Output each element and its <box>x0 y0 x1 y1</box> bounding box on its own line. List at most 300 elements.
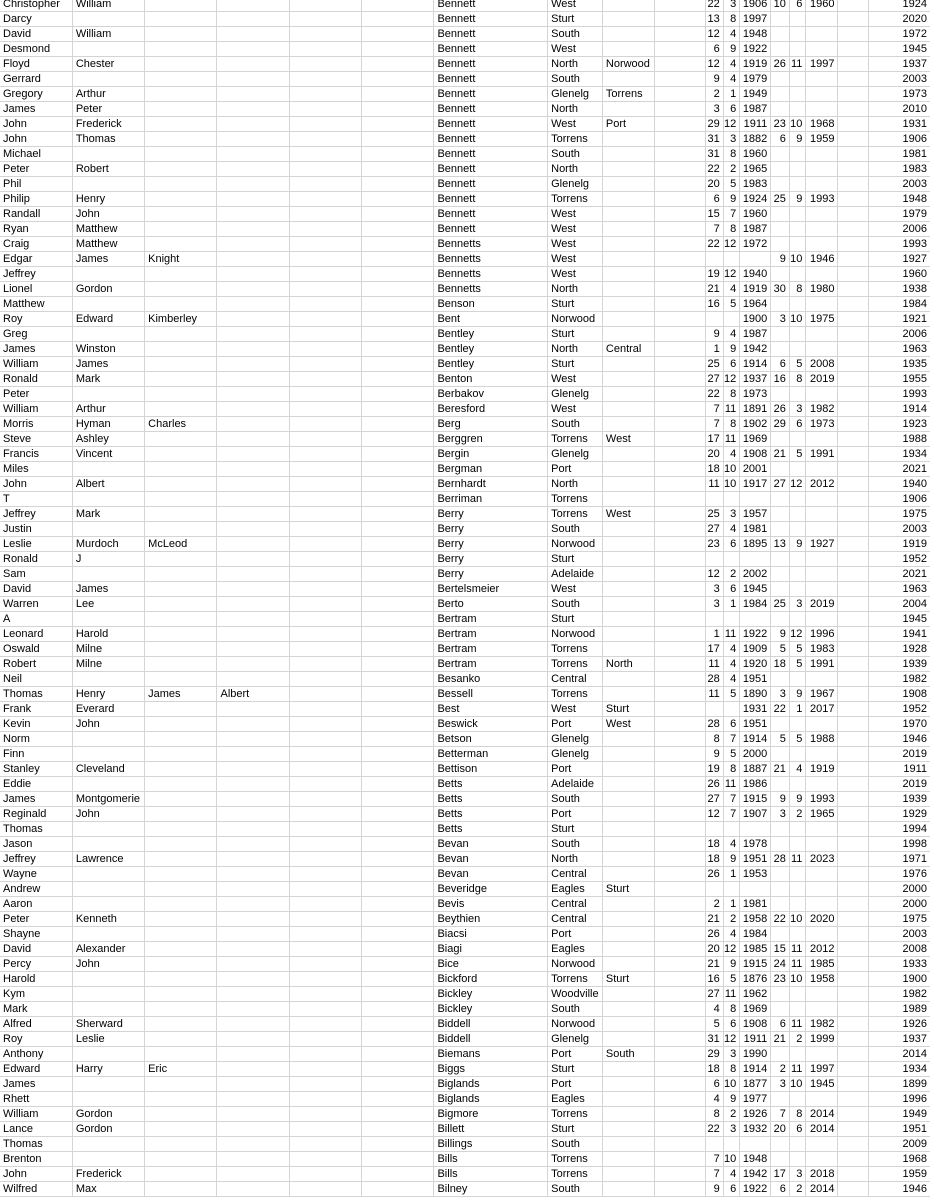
grid-cell[interactable]: 1932 <box>740 1122 771 1137</box>
grid-cell[interactable] <box>806 522 838 537</box>
grid-cell[interactable] <box>771 162 790 177</box>
grid-cell[interactable]: 6 <box>723 1182 740 1197</box>
grid-cell[interactable]: 1922 <box>740 1182 771 1197</box>
grid-cell[interactable] <box>362 387 434 402</box>
grid-cell[interactable] <box>602 777 654 792</box>
grid-cell[interactable] <box>289 927 361 942</box>
grid-cell[interactable] <box>289 837 361 852</box>
grid-cell[interactable] <box>654 207 706 222</box>
grid-cell[interactable]: Roy <box>0 312 72 327</box>
grid-cell[interactable] <box>217 882 289 897</box>
grid-cell[interactable] <box>145 267 217 282</box>
grid-cell[interactable]: 8 <box>723 147 740 162</box>
grid-cell[interactable] <box>362 732 434 747</box>
grid-cell[interactable] <box>362 117 434 132</box>
grid-cell[interactable]: Lionel <box>0 282 72 297</box>
grid-cell[interactable] <box>145 642 217 657</box>
grid-cell[interactable] <box>806 612 838 627</box>
grid-cell[interactable] <box>217 972 289 987</box>
grid-cell[interactable] <box>654 672 706 687</box>
grid-cell[interactable]: 1980 <box>806 282 838 297</box>
grid-cell[interactable]: Warren <box>0 597 72 612</box>
grid-cell[interactable]: 5 <box>771 642 790 657</box>
grid-cell[interactable] <box>838 1047 869 1062</box>
grid-cell[interactable] <box>362 27 434 42</box>
grid-cell[interactable]: 31 <box>706 1032 724 1047</box>
grid-cell[interactable] <box>145 552 217 567</box>
grid-cell[interactable] <box>838 477 869 492</box>
grid-cell[interactable] <box>838 1137 869 1152</box>
grid-cell[interactable] <box>602 552 654 567</box>
grid-cell[interactable] <box>145 72 217 87</box>
grid-cell[interactable]: William <box>0 1107 72 1122</box>
grid-cell[interactable] <box>145 447 217 462</box>
grid-cell[interactable] <box>145 927 217 942</box>
grid-cell[interactable]: Beythien <box>434 912 548 927</box>
grid-cell[interactable] <box>72 327 144 342</box>
grid-cell[interactable] <box>289 792 361 807</box>
grid-cell[interactable]: 18 <box>771 657 790 672</box>
grid-cell[interactable] <box>838 1152 869 1167</box>
grid-cell[interactable]: 4 <box>723 927 740 942</box>
grid-cell[interactable]: 1900 <box>869 972 930 987</box>
grid-cell[interactable]: 1946 <box>869 1182 930 1197</box>
grid-cell[interactable]: 1972 <box>740 237 771 252</box>
grid-cell[interactable] <box>654 432 706 447</box>
grid-cell[interactable] <box>789 327 806 342</box>
grid-cell[interactable]: 11 <box>723 627 740 642</box>
grid-cell[interactable] <box>838 267 869 282</box>
grid-cell[interactable]: Norwood <box>602 57 654 72</box>
grid-cell[interactable]: 1906 <box>869 492 930 507</box>
grid-cell[interactable] <box>723 1137 740 1152</box>
grid-cell[interactable]: Torrens <box>548 507 603 522</box>
grid-cell[interactable]: 7 <box>723 732 740 747</box>
grid-cell[interactable]: 6 <box>771 1182 790 1197</box>
grid-cell[interactable] <box>723 252 740 267</box>
grid-cell[interactable] <box>289 147 361 162</box>
grid-cell[interactable]: Kevin <box>0 717 72 732</box>
grid-cell[interactable] <box>771 1047 790 1062</box>
grid-cell[interactable] <box>289 237 361 252</box>
grid-cell[interactable]: 2019 <box>869 747 930 762</box>
grid-cell[interactable]: 1908 <box>740 1017 771 1032</box>
grid-cell[interactable] <box>289 1092 361 1107</box>
grid-cell[interactable]: 1940 <box>740 267 771 282</box>
grid-cell[interactable] <box>289 117 361 132</box>
grid-cell[interactable]: Sturt <box>548 297 603 312</box>
grid-cell[interactable]: West <box>548 207 603 222</box>
grid-cell[interactable] <box>654 1152 706 1167</box>
grid-cell[interactable] <box>362 972 434 987</box>
grid-cell[interactable]: North <box>602 657 654 672</box>
grid-cell[interactable] <box>289 597 361 612</box>
grid-cell[interactable]: West <box>548 372 603 387</box>
grid-cell[interactable]: 4 <box>723 447 740 462</box>
grid-cell[interactable]: 6 <box>723 357 740 372</box>
grid-cell[interactable]: 2009 <box>869 1137 930 1152</box>
grid-cell[interactable] <box>654 522 706 537</box>
grid-cell[interactable]: Sturt <box>602 972 654 987</box>
grid-cell[interactable]: Bevan <box>434 837 548 852</box>
grid-cell[interactable] <box>654 1017 706 1032</box>
grid-cell[interactable]: Bennetts <box>434 237 548 252</box>
grid-cell[interactable] <box>789 822 806 837</box>
grid-cell[interactable]: Thomas <box>0 687 72 702</box>
grid-cell[interactable]: South <box>548 27 603 42</box>
grid-cell[interactable] <box>217 792 289 807</box>
grid-cell[interactable] <box>771 342 790 357</box>
grid-cell[interactable]: Torrens <box>548 132 603 147</box>
grid-cell[interactable] <box>806 582 838 597</box>
grid-cell[interactable]: 4 <box>723 522 740 537</box>
grid-cell[interactable] <box>838 57 869 72</box>
grid-cell[interactable] <box>654 867 706 882</box>
grid-cell[interactable] <box>602 282 654 297</box>
grid-cell[interactable] <box>362 1047 434 1062</box>
grid-cell[interactable]: 11 <box>706 657 724 672</box>
grid-cell[interactable]: Gordon <box>72 1122 144 1137</box>
grid-cell[interactable]: Biddell <box>434 1032 548 1047</box>
grid-cell[interactable]: Greg <box>0 327 72 342</box>
grid-cell[interactable]: 12 <box>789 627 806 642</box>
grid-cell[interactable] <box>289 492 361 507</box>
grid-cell[interactable]: 1973 <box>806 417 838 432</box>
grid-cell[interactable]: 6 <box>723 102 740 117</box>
grid-cell[interactable] <box>602 522 654 537</box>
grid-cell[interactable] <box>217 1152 289 1167</box>
grid-cell[interactable] <box>289 702 361 717</box>
grid-cell[interactable]: Gregory <box>0 87 72 102</box>
grid-cell[interactable]: West <box>548 252 603 267</box>
grid-cell[interactable]: 1914 <box>740 732 771 747</box>
grid-cell[interactable] <box>789 1047 806 1062</box>
grid-cell[interactable]: 5 <box>723 972 740 987</box>
grid-cell[interactable]: Eagles <box>548 882 603 897</box>
grid-cell[interactable]: Eric <box>145 1062 217 1077</box>
grid-cell[interactable] <box>654 357 706 372</box>
grid-cell[interactable] <box>654 222 706 237</box>
grid-cell[interactable] <box>145 1122 217 1137</box>
grid-cell[interactable] <box>217 852 289 867</box>
grid-cell[interactable] <box>217 1167 289 1182</box>
grid-cell[interactable]: 1919 <box>740 282 771 297</box>
grid-cell[interactable] <box>145 867 217 882</box>
grid-cell[interactable]: Berriman <box>434 492 548 507</box>
grid-cell[interactable] <box>602 357 654 372</box>
grid-cell[interactable] <box>706 492 724 507</box>
grid-cell[interactable]: 4 <box>706 1092 724 1107</box>
grid-cell[interactable] <box>217 447 289 462</box>
grid-cell[interactable]: Miles <box>0 462 72 477</box>
grid-cell[interactable]: Bennett <box>434 12 548 27</box>
grid-cell[interactable]: John <box>0 477 72 492</box>
grid-cell[interactable]: 2001 <box>740 462 771 477</box>
grid-cell[interactable] <box>838 417 869 432</box>
grid-cell[interactable]: Central <box>548 867 603 882</box>
grid-cell[interactable]: 12 <box>789 477 806 492</box>
grid-cell[interactable] <box>771 177 790 192</box>
grid-cell[interactable]: 1 <box>789 702 806 717</box>
grid-cell[interactable]: 2002 <box>740 567 771 582</box>
grid-cell[interactable]: Glenelg <box>548 447 603 462</box>
grid-cell[interactable]: 1993 <box>806 192 838 207</box>
grid-cell[interactable]: 7 <box>723 807 740 822</box>
grid-cell[interactable] <box>602 237 654 252</box>
grid-cell[interactable] <box>806 267 838 282</box>
grid-cell[interactable] <box>706 252 724 267</box>
grid-cell[interactable]: 2017 <box>806 702 838 717</box>
grid-cell[interactable]: 1939 <box>869 792 930 807</box>
grid-cell[interactable]: Sturt <box>548 552 603 567</box>
grid-cell[interactable]: 1986 <box>740 777 771 792</box>
grid-cell[interactable]: 1959 <box>806 132 838 147</box>
grid-cell[interactable]: Frank <box>0 702 72 717</box>
grid-cell[interactable] <box>72 1092 144 1107</box>
grid-cell[interactable] <box>838 132 869 147</box>
grid-cell[interactable]: Hyman <box>72 417 144 432</box>
grid-cell[interactable] <box>838 747 869 762</box>
grid-cell[interactable] <box>145 657 217 672</box>
grid-cell[interactable] <box>654 777 706 792</box>
grid-cell[interactable] <box>789 162 806 177</box>
grid-cell[interactable] <box>217 747 289 762</box>
grid-cell[interactable] <box>362 267 434 282</box>
grid-cell[interactable] <box>217 132 289 147</box>
grid-cell[interactable]: Torrens <box>548 492 603 507</box>
grid-cell[interactable]: Sturt <box>602 702 654 717</box>
grid-cell[interactable]: 1911 <box>869 762 930 777</box>
grid-cell[interactable]: Desmond <box>0 42 72 57</box>
grid-cell[interactable] <box>602 207 654 222</box>
grid-cell[interactable] <box>771 42 790 57</box>
grid-cell[interactable]: 2020 <box>869 12 930 27</box>
grid-cell[interactable]: 10 <box>771 0 790 12</box>
grid-cell[interactable]: Matthew <box>72 237 144 252</box>
grid-cell[interactable] <box>654 537 706 552</box>
grid-cell[interactable]: David <box>0 582 72 597</box>
grid-cell[interactable]: 2 <box>723 912 740 927</box>
grid-cell[interactable] <box>145 897 217 912</box>
grid-cell[interactable] <box>145 27 217 42</box>
grid-cell[interactable] <box>145 192 217 207</box>
grid-cell[interactable]: Biemans <box>434 1047 548 1062</box>
grid-cell[interactable]: 1924 <box>869 0 930 12</box>
grid-cell[interactable] <box>838 1092 869 1107</box>
grid-cell[interactable] <box>654 792 706 807</box>
grid-cell[interactable]: Aaron <box>0 897 72 912</box>
grid-cell[interactable]: Bevis <box>434 897 548 912</box>
grid-cell[interactable]: Norwood <box>548 537 603 552</box>
grid-cell[interactable] <box>654 192 706 207</box>
grid-cell[interactable] <box>289 402 361 417</box>
grid-cell[interactable] <box>654 1047 706 1062</box>
grid-cell[interactable]: Robert <box>72 162 144 177</box>
grid-cell[interactable]: 16 <box>706 972 724 987</box>
grid-cell[interactable]: 1958 <box>806 972 838 987</box>
grid-cell[interactable] <box>145 987 217 1002</box>
grid-cell[interactable]: Billings <box>434 1137 548 1152</box>
grid-cell[interactable] <box>602 762 654 777</box>
grid-cell[interactable]: Bennetts <box>434 252 548 267</box>
grid-cell[interactable] <box>289 897 361 912</box>
grid-cell[interactable]: Roy <box>0 1032 72 1047</box>
grid-cell[interactable] <box>789 582 806 597</box>
grid-cell[interactable] <box>740 882 771 897</box>
grid-cell[interactable] <box>706 882 724 897</box>
grid-cell[interactable]: Lee <box>72 597 144 612</box>
grid-cell[interactable] <box>838 1077 869 1092</box>
grid-cell[interactable] <box>72 267 144 282</box>
grid-cell[interactable]: Sturt <box>602 882 654 897</box>
grid-cell[interactable]: Bigmore <box>434 1107 548 1122</box>
grid-cell[interactable]: 1962 <box>740 987 771 1002</box>
grid-cell[interactable]: William <box>0 402 72 417</box>
grid-cell[interactable]: 5 <box>789 732 806 747</box>
grid-cell[interactable]: 27 <box>771 477 790 492</box>
grid-cell[interactable] <box>838 222 869 237</box>
grid-cell[interactable] <box>838 927 869 942</box>
grid-cell[interactable] <box>145 597 217 612</box>
grid-cell[interactable] <box>145 717 217 732</box>
grid-cell[interactable] <box>217 87 289 102</box>
grid-cell[interactable] <box>602 1077 654 1092</box>
grid-cell[interactable] <box>602 42 654 57</box>
grid-cell[interactable]: South <box>548 147 603 162</box>
grid-cell[interactable] <box>72 672 144 687</box>
grid-cell[interactable] <box>362 132 434 147</box>
grid-cell[interactable]: 2 <box>723 162 740 177</box>
grid-cell[interactable]: 5 <box>789 357 806 372</box>
grid-cell[interactable]: Bennett <box>434 132 548 147</box>
grid-cell[interactable] <box>72 1152 144 1167</box>
grid-cell[interactable] <box>838 912 869 927</box>
grid-cell[interactable] <box>72 1077 144 1092</box>
grid-cell[interactable]: 8 <box>706 1107 724 1122</box>
grid-cell[interactable]: 1919 <box>869 537 930 552</box>
grid-cell[interactable] <box>723 702 740 717</box>
grid-cell[interactable]: 26 <box>771 57 790 72</box>
grid-cell[interactable]: 1949 <box>869 1107 930 1122</box>
grid-cell[interactable]: Reginald <box>0 807 72 822</box>
grid-cell[interactable] <box>771 237 790 252</box>
grid-cell[interactable] <box>217 927 289 942</box>
grid-cell[interactable]: Bickley <box>434 987 548 1002</box>
grid-cell[interactable]: 5 <box>723 747 740 762</box>
grid-cell[interactable] <box>362 567 434 582</box>
grid-cell[interactable]: 1989 <box>869 1002 930 1017</box>
grid-cell[interactable]: Cleveland <box>72 762 144 777</box>
grid-cell[interactable]: Betson <box>434 732 548 747</box>
grid-cell[interactable] <box>838 282 869 297</box>
grid-cell[interactable] <box>217 342 289 357</box>
grid-cell[interactable] <box>806 987 838 1002</box>
grid-cell[interactable]: 1993 <box>869 237 930 252</box>
grid-cell[interactable] <box>145 297 217 312</box>
grid-cell[interactable] <box>838 897 869 912</box>
grid-cell[interactable]: 1983 <box>740 177 771 192</box>
grid-cell[interactable] <box>145 42 217 57</box>
grid-cell[interactable]: Francis <box>0 447 72 462</box>
grid-cell[interactable] <box>145 837 217 852</box>
grid-cell[interactable]: 11 <box>723 432 740 447</box>
grid-cell[interactable] <box>362 807 434 822</box>
grid-cell[interactable]: 24 <box>771 957 790 972</box>
grid-cell[interactable] <box>72 837 144 852</box>
grid-cell[interactable]: Glenelg <box>548 732 603 747</box>
grid-cell[interactable] <box>145 132 217 147</box>
grid-cell[interactable]: 5 <box>723 687 740 702</box>
grid-cell[interactable] <box>654 1092 706 1107</box>
grid-cell[interactable] <box>838 462 869 477</box>
grid-cell[interactable]: 1935 <box>869 357 930 372</box>
grid-cell[interactable]: Christopher <box>0 0 72 12</box>
grid-cell[interactable]: 1972 <box>869 27 930 42</box>
grid-cell[interactable] <box>654 1032 706 1047</box>
grid-cell[interactable]: Chester <box>72 57 144 72</box>
grid-cell[interactable] <box>771 522 790 537</box>
grid-cell[interactable]: 6 <box>771 1017 790 1032</box>
grid-cell[interactable]: 10 <box>789 252 806 267</box>
grid-cell[interactable]: 3 <box>771 807 790 822</box>
grid-cell[interactable] <box>771 432 790 447</box>
grid-cell[interactable]: 6 <box>789 1122 806 1137</box>
grid-cell[interactable] <box>771 822 790 837</box>
grid-cell[interactable]: Harold <box>72 627 144 642</box>
grid-cell[interactable]: 2003 <box>869 927 930 942</box>
grid-cell[interactable]: John <box>72 807 144 822</box>
grid-cell[interactable]: 12 <box>706 57 724 72</box>
grid-cell[interactable] <box>771 462 790 477</box>
grid-cell[interactable] <box>838 777 869 792</box>
grid-cell[interactable] <box>289 882 361 897</box>
grid-cell[interactable]: 12 <box>723 117 740 132</box>
grid-cell[interactable]: 1891 <box>740 402 771 417</box>
grid-cell[interactable]: West <box>602 717 654 732</box>
grid-cell[interactable]: 1984 <box>740 597 771 612</box>
grid-cell[interactable]: South <box>548 522 603 537</box>
grid-cell[interactable] <box>217 762 289 777</box>
grid-cell[interactable]: 3 <box>706 597 724 612</box>
grid-cell[interactable] <box>654 882 706 897</box>
grid-cell[interactable] <box>217 537 289 552</box>
grid-cell[interactable]: 6 <box>706 192 724 207</box>
grid-cell[interactable]: 1928 <box>869 642 930 657</box>
grid-cell[interactable] <box>217 552 289 567</box>
grid-cell[interactable]: Percy <box>0 957 72 972</box>
grid-cell[interactable] <box>145 177 217 192</box>
grid-cell[interactable]: David <box>0 942 72 957</box>
grid-cell[interactable] <box>806 777 838 792</box>
grid-cell[interactable]: 1946 <box>869 732 930 747</box>
grid-cell[interactable] <box>654 492 706 507</box>
grid-cell[interactable] <box>740 1137 771 1152</box>
grid-cell[interactable]: James <box>72 252 144 267</box>
grid-cell[interactable] <box>838 162 869 177</box>
grid-cell[interactable] <box>654 957 706 972</box>
grid-cell[interactable]: 1919 <box>806 762 838 777</box>
grid-cell[interactable]: Jeffrey <box>0 507 72 522</box>
grid-cell[interactable] <box>771 222 790 237</box>
grid-cell[interactable] <box>838 1167 869 1182</box>
grid-cell[interactable] <box>789 27 806 42</box>
grid-cell[interactable]: 23 <box>706 537 724 552</box>
grid-cell[interactable] <box>362 912 434 927</box>
grid-cell[interactable]: 1937 <box>740 372 771 387</box>
grid-cell[interactable]: 1991 <box>806 447 838 462</box>
grid-cell[interactable]: Berry <box>434 522 548 537</box>
grid-cell[interactable]: Bennetts <box>434 282 548 297</box>
